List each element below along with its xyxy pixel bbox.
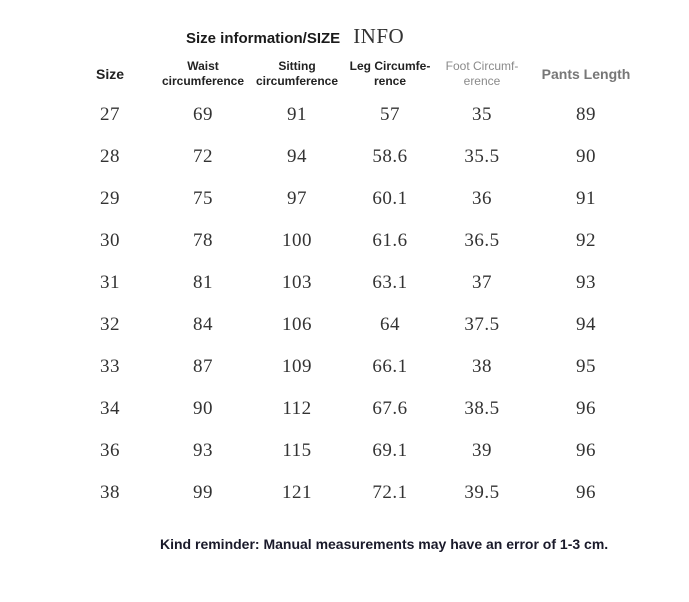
header-pants-length: Pants Length [541, 65, 631, 82]
cell-size: 31 [100, 272, 120, 293]
cell-pants-length: 93 [576, 272, 596, 293]
cell-waist: 81 [193, 272, 213, 293]
cell-size: 36 [100, 440, 120, 461]
cell-waist: 90 [193, 398, 213, 419]
cell-waist: 69 [193, 104, 213, 125]
cell-foot: 37 [472, 272, 492, 293]
cell-size: 29 [100, 188, 120, 209]
cell-pants-length: 95 [576, 356, 596, 377]
cell-waist: 84 [193, 314, 213, 335]
cell-leg: 58.6 [372, 146, 408, 167]
cell-pants-length: 96 [576, 482, 596, 503]
cell-waist: 72 [193, 146, 213, 167]
cell-sitting: 109 [282, 356, 312, 377]
cell-foot: 39 [472, 440, 492, 461]
cell-sitting: 115 [282, 440, 312, 461]
cell-size: 32 [100, 314, 120, 335]
cell-foot: 35 [472, 104, 492, 125]
measurement-reminder: Kind reminder: Manual measurements may have an error of 1-3 cm. [160, 536, 609, 552]
cell-sitting: 112 [282, 398, 312, 419]
cell-leg: 72.1 [372, 482, 408, 503]
cell-pants-length: 96 [576, 440, 596, 461]
header-sitting: Sitting circumference [255, 59, 339, 88]
cell-waist: 87 [193, 356, 213, 377]
cell-foot: 35.5 [464, 146, 500, 167]
cell-sitting: 106 [282, 314, 312, 335]
cell-leg: 66.1 [372, 356, 408, 377]
cell-leg: 67.6 [372, 398, 408, 419]
cell-waist: 93 [193, 440, 213, 461]
cell-foot: 37.5 [464, 314, 500, 335]
cell-waist: 78 [193, 230, 213, 251]
cell-pants-length: 90 [576, 146, 596, 167]
cell-leg: 60.1 [372, 188, 408, 209]
cell-foot: 38.5 [464, 398, 500, 419]
cell-leg: 63.1 [372, 272, 408, 293]
cell-size: 30 [100, 230, 120, 251]
cell-leg: 61.6 [372, 230, 408, 251]
cell-size: 27 [100, 104, 120, 125]
cell-sitting: 100 [282, 230, 312, 251]
cell-sitting: 121 [282, 482, 312, 503]
cell-foot: 36 [472, 188, 492, 209]
header-waist: Waist circumference [161, 59, 245, 88]
cell-waist: 75 [193, 188, 213, 209]
header-size: Size [95, 65, 125, 82]
cell-pants-length: 96 [576, 398, 596, 419]
cell-pants-length: 89 [576, 104, 596, 125]
cell-sitting: 103 [282, 272, 312, 293]
cell-pants-length: 91 [576, 188, 596, 209]
cell-leg: 57 [380, 104, 400, 125]
header-foot: Foot Circumf- erence [445, 59, 519, 88]
cell-size: 38 [100, 482, 120, 503]
cell-pants-length: 94 [576, 314, 596, 335]
title-info-text: INFO [353, 24, 405, 48]
cell-leg: 64 [380, 314, 400, 335]
cell-leg: 69.1 [372, 440, 408, 461]
title-main-text: Size information/SIZE [186, 30, 341, 47]
cell-size: 34 [100, 398, 120, 419]
cell-size: 28 [100, 146, 120, 167]
cell-foot: 38 [472, 356, 492, 377]
cell-sitting: 91 [287, 104, 307, 125]
size-info-title [186, 24, 404, 49]
cell-waist: 99 [193, 482, 213, 503]
cell-foot: 39.5 [464, 482, 500, 503]
cell-sitting: 97 [287, 188, 307, 209]
header-leg: Leg Circumfe- rence [349, 59, 431, 88]
cell-foot: 36.5 [464, 230, 500, 251]
cell-size: 33 [100, 356, 120, 377]
cell-sitting: 94 [287, 146, 307, 167]
cell-pants-length: 92 [576, 230, 596, 251]
